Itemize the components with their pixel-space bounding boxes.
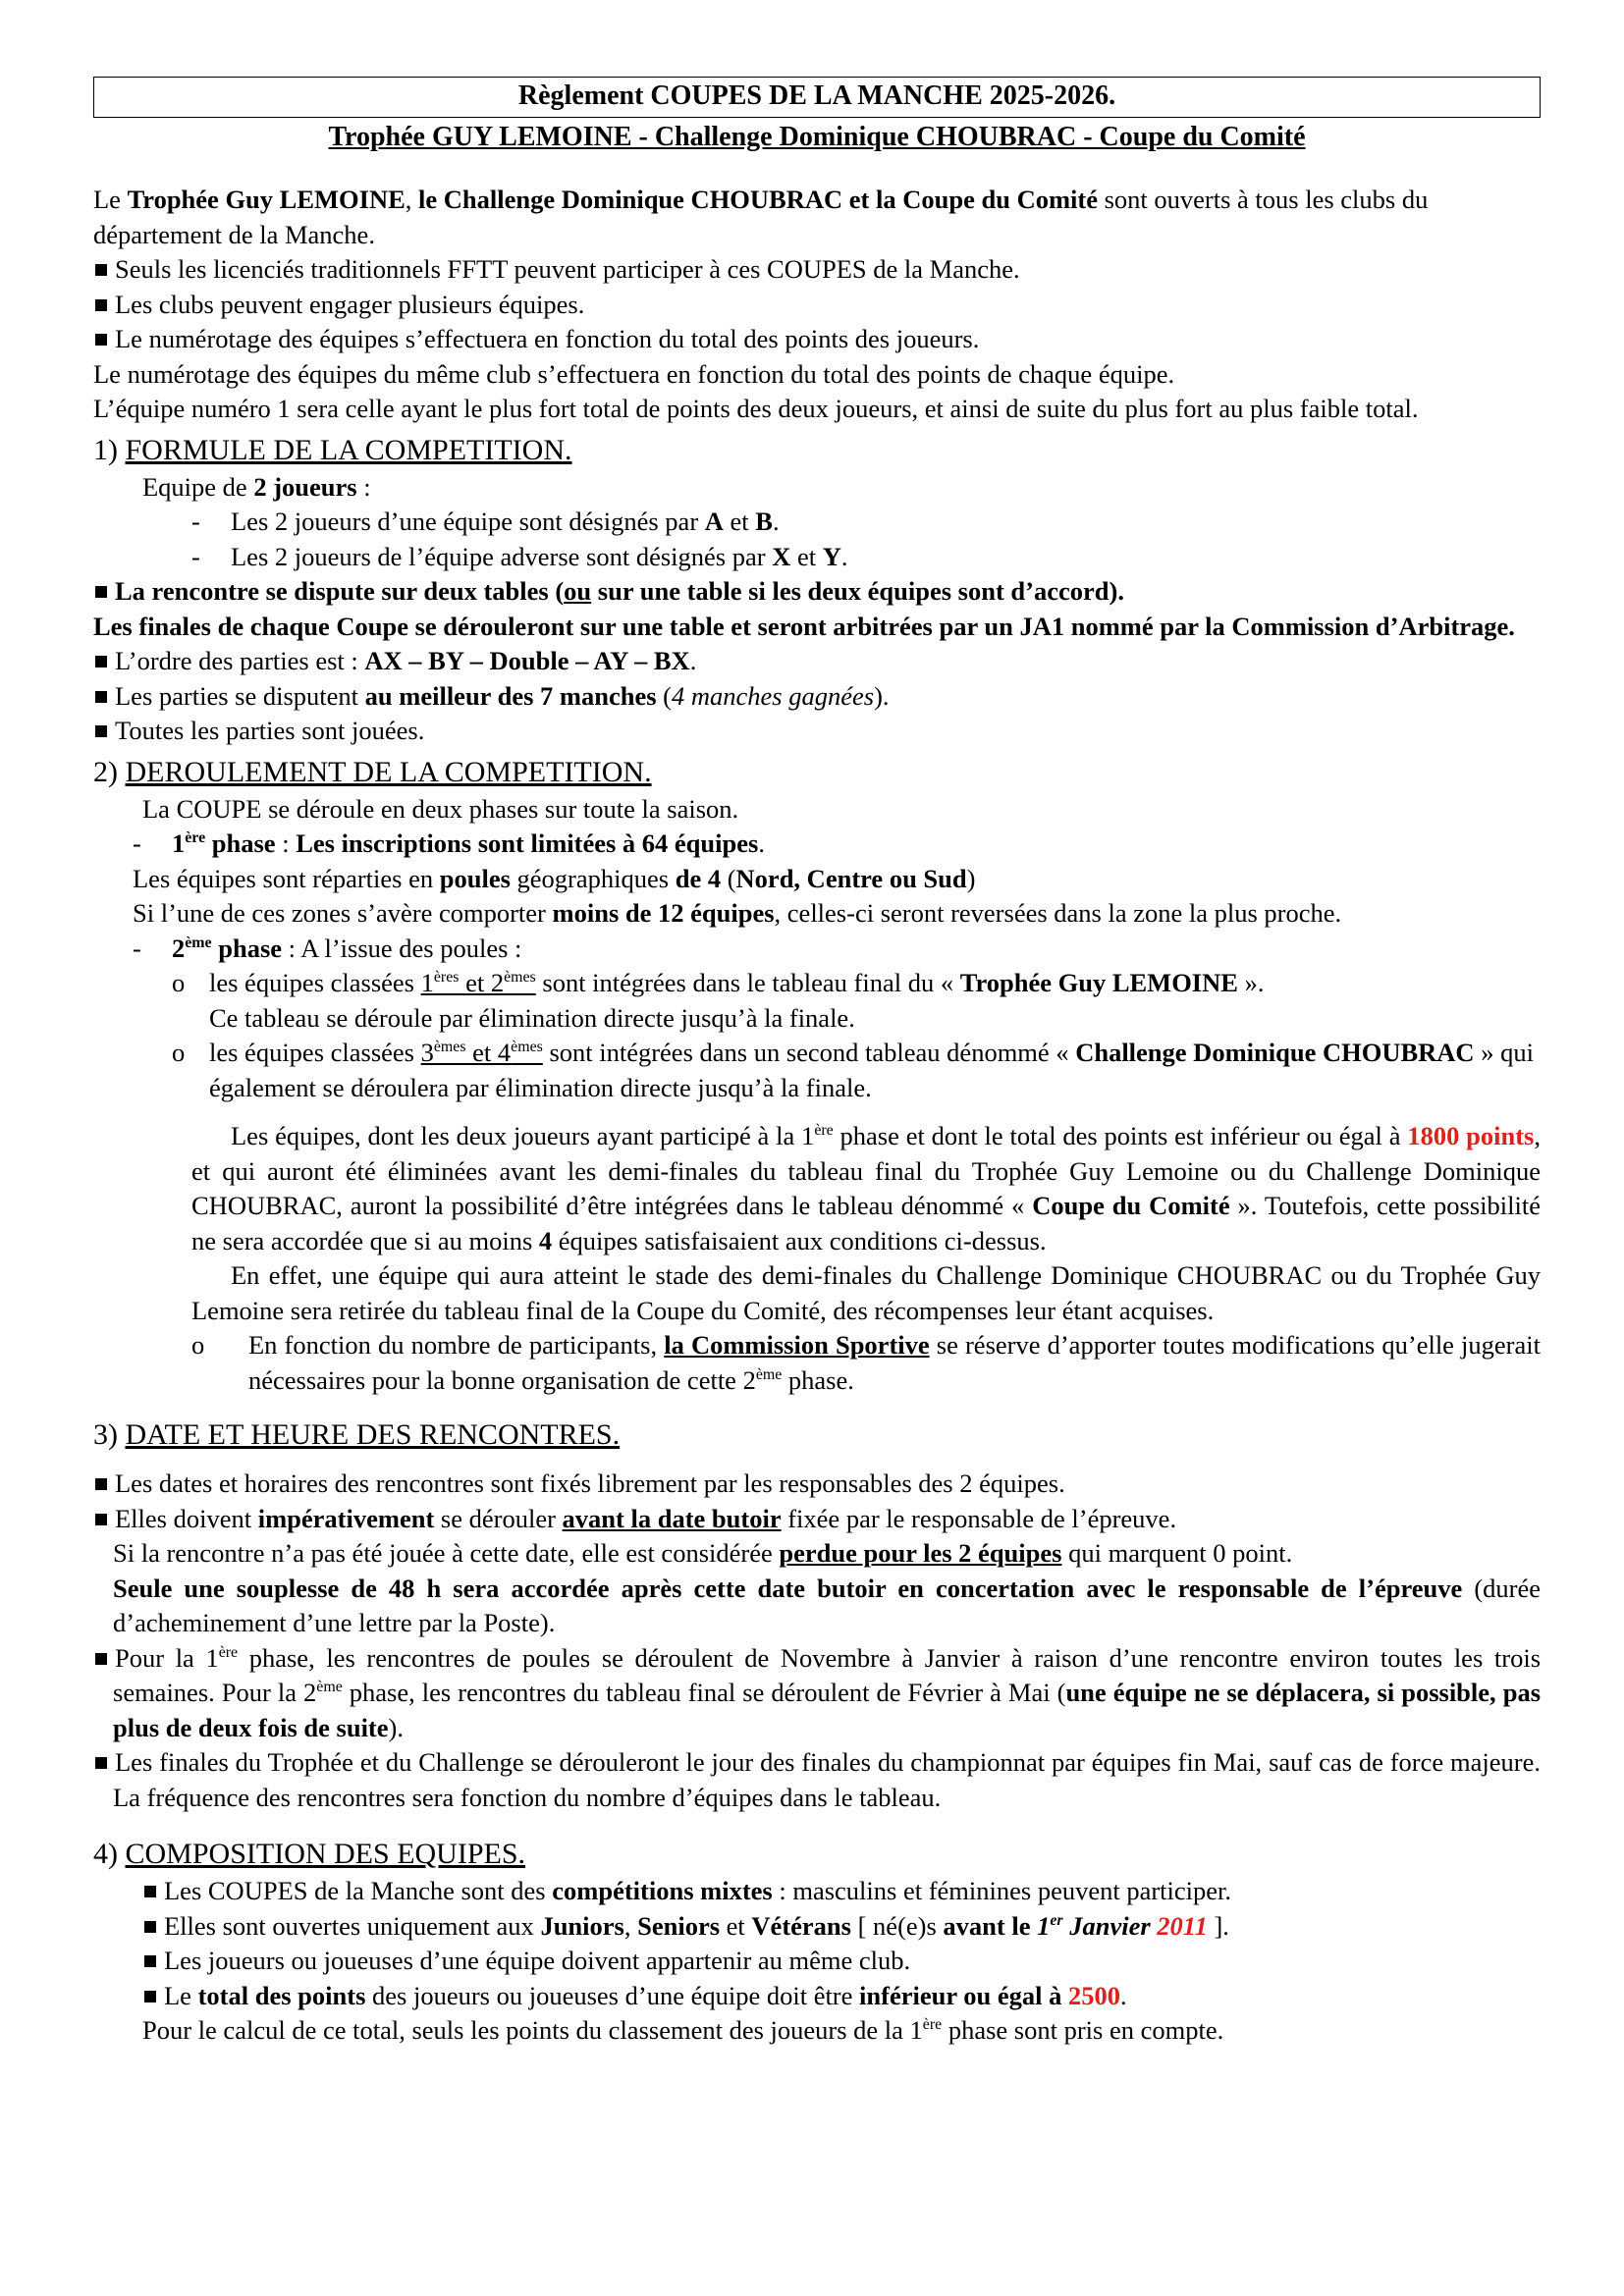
section-intro: La COUPE se déroule en deux phases sur toute la saison. [142,793,739,824]
intro-bullet: Le numérotage des équipes s’effectuera en fonction du total des points des joueurs. [93,322,1541,357]
rule-bullet: Les joueurs ou joueuses d’une équipe doivent appartenir au même club. [93,1944,1541,1979]
square-bullet-icon [144,1991,156,2002]
option-item: o les équipes classées 1ères et 2èmes sont intégrées dans le tableau final du « Trophée Guy LEMOINE ». [172,968,1265,997]
square-bullet-icon [95,264,107,276]
spacer [93,1455,1541,1467]
square-bullet-icon [95,1478,107,1490]
rule-bullet: Les finales du Trophée et du Challenge se dérouleront le jour des finales du championnat par équipes fin Mai, sauf cas de force majeure. La fréquence des rencontres sera fonction du nombre d’équipes dans le tableau. [93,1745,1541,1815]
rule-bullet: Le total des points des joueurs ou joueuses d’une équipe doit être inférieur ou égal à 2500. [93,1979,1541,2014]
finals-rule: Les finales de chaque Coupe se dérouleront sur une table et seront arbitrées par un JA1 nommé par la Commission d’Arbitrage. [93,611,1515,641]
rule-bullet: Elles sont ouvertes uniquement aux Juniors, Seniors et Vétérans [ né(e)s avant le 1er Janvier 2011 ]. [93,1909,1541,1945]
square-bullet-icon [144,1886,156,1897]
square-bullet-icon [144,1955,156,1967]
rule-bullet: Les COUPES de la Manche sont des compétitions mixtes : masculins et féminines peuvent participer. [93,1874,1541,1909]
square-bullet-icon [95,691,107,703]
rule-bullet: Les parties se disputent au meilleur des 7 manches (4 manches gagnées). [93,679,1541,715]
option-item-continued: Ce tableau se déroule par élimination directe jusqu’à la finale. [209,1002,855,1033]
intro-line: Le numérotage des équipes du même club s’effectuera en fonction du total des points de chaque équipe. [93,358,1175,389]
option-item: o les équipes classées 3èmes et 4èmes sont intégrées dans un second tableau dénommé « Challenge Dominique CHOUBRAC » qui également se déroulera par élimination directe jusqu’à la finale. [172,1038,1534,1102]
team-line: Equipe de 2 joueurs : [142,471,371,502]
effet-paragraph: En effet, une équipe qui aura atteint le stade des demi-finales du Challenge Dominique CHOUBRAC ou du Trophée Guy Lemoine sera retirée du tableau final de la Coupe du Comité, des récompenses leur étant acquises. [191,1260,1541,1325]
square-bullet-icon [95,656,107,667]
points-note: Pour le calcul de ce total, seuls les points du classement des joueurs de la 1ère phase sont pris en compte. [142,2015,1224,2045]
square-bullet-icon [95,725,107,737]
intro-paragraph: Le Trophée Guy LEMOINE, le Challenge Dominique CHOUBRAC et la Coupe du Comité sont ouverts à tous les clubs du département de la Manche. [93,185,1429,249]
date-rule: Si la rencontre n’a pas été jouée à cette date, elle est considérée perdue pour les 2 équipes qui marquent 0 point. [113,1538,1293,1568]
square-bullet-icon [95,299,107,311]
spacer [93,1398,1541,1412]
zone-line: Si l’une de ces zones s’avère comporter moins de 12 équipes, celles-ci seront reversées dans la zone la plus proche. [133,898,1342,928]
option-item: o En fonction du nombre de participants, la Commission Sportive se réserve d’apporter toutes modifications qu’elle jugerait nécessaires pour la bonne organisation de cette 2ème phase. [191,1330,1541,1395]
phase-1-line: - 1ère phase : Les inscriptions sont limitées à 64 équipes. [133,828,765,858]
document-subtitle: Trophée GUY LEMOINE - Challenge Dominique CHOUBRAC - Coupe du Comité [328,122,1306,152]
section-heading-3: 3) DATE ET HEURE DES RENCONTRES. [93,1418,621,1451]
intro-line: L’équipe numéro 1 sera celle ayant le plus fort total de points des deux joueurs, et ainsi de suite du plus fort au plus faible total. [93,394,1419,423]
phase-2-line: - 2ème phase : A l’issue des poules : [133,933,522,963]
comite-paragraph: Les équipes, dont les deux joueurs ayant participé à la 1ère phase et dont le total des points est inférieur ou égal à 1800 points, et qui auront été éliminées avant les demi-finales du tableau final du Trophée Guy Lemoine ou du Challenge Dominique CHOUBRAC, auront la possibilité d’être intégrées dans le tableau dénommé « Coupe du Comité ». Toutefois, cette possibilité ne sera accordée que si au moins 4 équipes satisfaisaient aux conditions ci-dessus. [191,1121,1542,1255]
spacer [93,1815,1541,1831]
square-bullet-icon [95,586,107,598]
document-page [93,77,1541,2049]
square-bullet-icon [95,1514,107,1525]
rule-bullet: La rencontre se dispute sur deux tables (ou sur une table si les deux équipes sont d’accord). [93,574,1541,610]
document-title: Règlement COUPES DE LA MANCHE 2025-2026. [93,77,1541,118]
spacer [93,1105,1541,1119]
rule-bullet: Toutes les parties sont jouées. [93,714,1541,749]
rule-bullet: Elles doivent impérativement se dérouler avant la date butoir fixée par le responsable de l’épreuve. [93,1502,1541,1537]
rule-bullet: L’ordre des parties est : AX – BY – Double – AY – BX. [93,644,1541,679]
rule-bullet: Pour la 1ère phase, les rencontres de poules se déroulent de Novembre à Janvier à raison d’une rencontre environ toutes les trois semaines. Pour la 2ème phase, les rencontres du tableau final se déroulent de Février à Mai (une équipe ne se déplacera, si possible, pas plus de deux fois de suite). [93,1641,1541,1746]
rule-bullet: Les dates et horaires des rencontres sont fixés librement par les responsables des 2 équipes. [93,1467,1541,1502]
square-bullet-icon [95,1757,107,1769]
date-rule: Seule une souplesse de 48 h sera accordée après cette date butoir en concertation avec le responsable de l’épreuve (durée d’acheminement d’une lettre par la Poste). [113,1573,1541,1637]
spacer [93,157,1541,183]
intro-bullet: Les clubs peuvent engager plusieurs équipes. [93,288,1541,323]
square-bullet-icon [144,1921,156,1933]
section-heading-1: 1) FORMULE DE LA COMPETITION. [93,433,572,466]
dash-item: - Les 2 joueurs de l’équipe adverse sont désignés par X et Y. [191,541,848,571]
square-bullet-icon [95,334,107,346]
square-bullet-icon [95,1653,107,1665]
intro-bullet: Seuls les licenciés traditionnels FFTT peuvent participer à ces COUPES de la Manche. [93,252,1541,288]
poules-line: Les équipes sont réparties en poules géographiques de 4 (Nord, Centre ou Sud) [133,863,976,893]
section-heading-2: 2) DEROULEMENT DE LA COMPETITION. [93,755,652,788]
dash-item: - Les 2 joueurs d’une équipe sont désignés par A et B. [191,507,780,536]
section-heading-4: 4) COMPOSITION DES EQUIPES. [93,1838,526,1870]
